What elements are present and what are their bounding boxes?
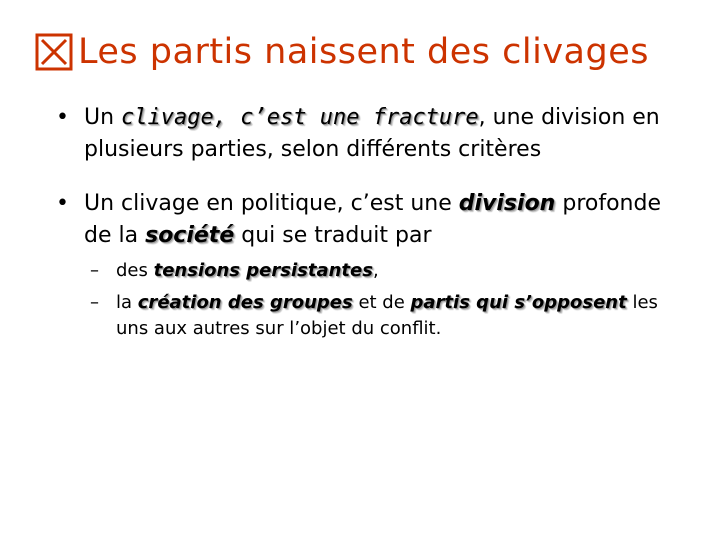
emphasis-creation-groupes: création des groupes	[137, 292, 353, 313]
bullet-marker: •	[56, 191, 69, 216]
sub-text-mid: et de	[352, 292, 411, 313]
emphasis-partis-opposent: partis qui s’opposent	[410, 292, 627, 313]
bullet-clivage-politique	[54, 188, 694, 342]
sub-bullet-groupes	[84, 290, 694, 342]
bullet-clivage-definition	[54, 102, 694, 166]
bullet-text-pre: Un	[84, 105, 122, 130]
sub-bullet-tensions	[84, 258, 694, 284]
sub-bullet-list	[84, 258, 694, 342]
emphasis-societe: société	[145, 223, 235, 248]
emphasis-clivage-fracture: clivage, c’est une fracture	[121, 105, 479, 130]
sub-text-pre: des	[116, 260, 154, 281]
sub-bullet-marker: –	[90, 260, 99, 281]
bullet-text-part2: profonde de la	[84, 191, 661, 248]
slide-title	[34, 22, 714, 82]
sub-text-pre: la	[116, 292, 138, 313]
bullet-text-part1: Un clivage en politique, c’est une	[84, 191, 459, 216]
bullet-text-post: , une division en plusieurs parties, selon différents critères	[84, 105, 660, 162]
sub-bullet-marker: –	[90, 292, 99, 313]
emphasis-tensions-persistantes: tensions persistantes	[153, 260, 373, 281]
bullet-list	[54, 102, 694, 364]
emphasis-division: division	[458, 191, 556, 216]
sub-text-post: les uns aux autres sur l’objet du conflit.	[116, 292, 658, 339]
bullet-text-part3: qui se traduit par	[234, 223, 432, 248]
ballot-box-x-icon	[34, 32, 74, 72]
title-text: Les partis naissent des clivages	[78, 32, 649, 72]
bullet-marker: •	[56, 105, 69, 130]
sub-text-post: ,	[372, 260, 379, 281]
